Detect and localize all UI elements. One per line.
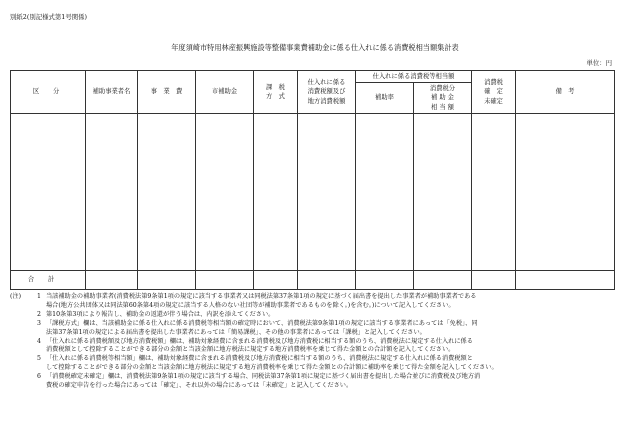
tax-summary-table [10, 70, 615, 290]
note-text: 「仕入れに係る消費税等相当額」欄は、補助対象経費に含まれる消費税及び地方消費税に相当する額のうち、消費税法に規定する仕入れに係る消費税額と して控除することができる部分の金額と当該金額に地方税法に規定する地方消費税率を乗じて得た金額との合計額に補助率を乗じて得た金額を記入してください。 [46, 355, 498, 372]
note-5 [10, 355, 622, 373]
notes-section [10, 293, 622, 391]
cell-subsidy-rate [356, 114, 414, 271]
header-row-1 [11, 71, 615, 83]
note-2 [10, 311, 622, 320]
notes-lead: (注) [10, 293, 22, 300]
col-city-subsidy: 市補助金 [196, 71, 254, 114]
form-label: 別紙2(別記様式第1号関係) [10, 13, 88, 21]
total-label: 合計 [11, 271, 86, 290]
total-remarks [516, 271, 615, 290]
note-3 [10, 320, 622, 338]
total-tax-share [414, 271, 472, 290]
total-undetermined [472, 271, 516, 290]
note-text: 当該補助金の補助事業者(消費税法第9条第1項の規定に該当する事業者又は同税法第37条第1項の規定に基づく届出書を提出した事業者が補助事業者である 場合(地方公共団体又は同法第60条第4項の規定に該当する人格のない社団等が補助事業者であるものを除く。)を含む。)について記入してください。 [46, 293, 477, 309]
cell-city-subsidy [196, 114, 254, 271]
note-6 [10, 373, 622, 391]
cell-business-operator [86, 114, 138, 271]
unit-label: 単位：円 [586, 59, 612, 67]
col-purchase-tax: 仕入れに係る 消費税額及び 地方消費税額 [298, 71, 356, 114]
total-subsidy-rate [356, 271, 414, 290]
total-business-operator [86, 271, 138, 290]
cell-undetermined [472, 114, 516, 271]
note-number: 6 [37, 373, 41, 381]
total-project-cost [138, 271, 196, 290]
note-4 [10, 338, 622, 356]
col-subsidy-rate: 補助率 [356, 83, 414, 114]
col-tax-share: 消費税分 補 助 金 相 当 額 [414, 83, 472, 114]
note-text: 「課税方式」欄は、当該補助金に係る仕入れに係る消費税等相当額の確定時において、消費税法第9条第1項の規定に該当する事業者にあっては「免税」、同 法第37条第1項の規定による届出書を提出した事業者にあっては「簡易課税」、その他の事業者にあっては「課税」と記入してください。 [46, 319, 478, 336]
col-business-operator: 補助事業者名 [86, 71, 138, 114]
note-text: 「仕入れに係る消費税額及び地方消費税額」欄は、補助対象経費に含まれる消費税及び地方消費税に相当する額のうち、消費税法に規定する仕入れに係る 消費税額として控除することができる部分の金額と当該金額に地方税法に規定する地方消費税率を乗じて得た金額との合計額を記入してください。 [46, 337, 473, 354]
total-tax-method [254, 271, 298, 290]
col-ku-bun: 区 分 [11, 71, 86, 114]
total-city-subsidy [196, 271, 254, 290]
col-remarks: 備 考 [516, 71, 615, 114]
col-tax-equiv-group: 仕入れに係る消費税等相当額 [356, 71, 472, 83]
note-number: 4 [37, 337, 41, 345]
cell-project-cost [138, 114, 196, 271]
table-row [11, 114, 615, 271]
cell-ku-bun [11, 114, 86, 271]
col-project-cost: 事 業 費 [138, 71, 196, 114]
document-title: 年度須崎市特用林産振興施設等整備事業費補助金に係る仕入れに係る消費税相当額集計表 [171, 43, 459, 52]
total-row [11, 271, 615, 290]
note-text: 「消費税確定未確定」欄は、消費税法第9条第1項の規定に該当する場合、同税法第37条第1項に規定に基づく届出書を提出した場合並びに消費税及び地方消 費税の確定申告を行った場合にあっては「確定」、それ以外の場合にあっては「未確定」と記入してください。 [46, 373, 481, 390]
cell-tax-method [254, 114, 298, 271]
note-1 [10, 293, 622, 311]
note-text: 第10条第3項により報告し、補助金の返還が伴う場合は、内訳を添えてください。 [46, 310, 275, 318]
note-number: 2 [37, 310, 41, 318]
col-undetermined: 消費税 確 定 未確定 [472, 71, 516, 114]
col-tax-method: 課 税 方 式 [254, 71, 298, 114]
cell-remarks [516, 114, 615, 271]
cell-tax-share [414, 114, 472, 271]
total-purchase-tax [298, 271, 356, 290]
cell-purchase-tax [298, 114, 356, 271]
note-number: 1 [37, 293, 41, 300]
note-number: 3 [37, 319, 41, 327]
note-number: 5 [37, 355, 41, 363]
